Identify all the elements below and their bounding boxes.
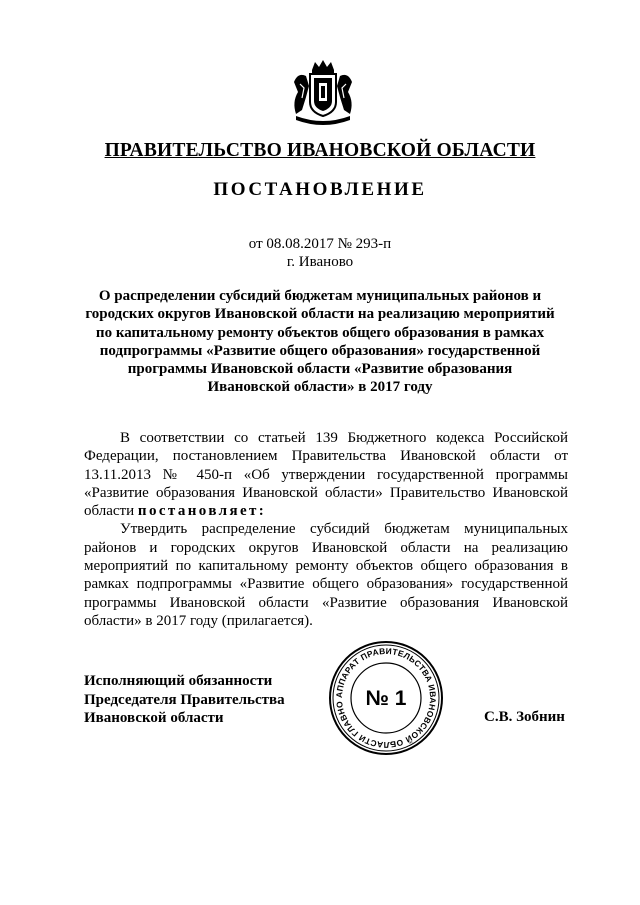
subject-line: Ивановской области» в 2017 году [207, 379, 433, 396]
subject-line: по капитальному ремонту объектов общего образования в рамках [95, 324, 545, 341]
city: г. Иваново [286, 254, 354, 270]
body-paragraph: Утвердить распределение субсидий бюджетам муниципальных районов и городских округов Ивановской области на реализацию мероприятий по капитальному ремонту объектов общего образования в рамках подпрограммы «Развитие общего образования» государственной программы Ивановской области «Развитие образования Ивановской области» в 2017 году (прилагается). [84, 521, 568, 629]
document-subject [70, 287, 570, 397]
body-paragraph [84, 429, 568, 520]
signer-name: С.В. Зобнин [484, 709, 565, 725]
resolves-word: постановляет: [137, 503, 267, 520]
document-type: ПОСТАНОВЛЕНИЕ [213, 179, 427, 200]
stamp-ring-text: АППАРАТ ПРАВИТЕЛЬСТВА ИВАНОВСКОЙ ОБЛАСТИ ГЛАВНО [333, 645, 439, 751]
signer-title-line: Ивановской области [84, 710, 224, 726]
subject-line: городских округов Ивановской области на реализацию мероприятий [85, 306, 555, 323]
signer-title-line: Исполняющий обязанности [84, 673, 273, 689]
signer-title-line: Председателя Правительства [84, 691, 285, 708]
subject-line: О распределении субсидий бюджетам муниципальных районов и [98, 288, 542, 304]
date-number: от 08.08.2017 № 293-п [248, 236, 392, 252]
document-body [84, 429, 568, 630]
preamble-text: В соответствии со статьей 139 Бюджетного кодекса Российской Федерации, постановлением Правительства Ивановской области от 13.11.2013 № 450-п «Об утверждении государственной программы «Развитие образования Ивановской области» Правительство Ивановской области [84, 430, 568, 520]
official-stamp [328, 640, 444, 756]
stamp-number: № 1 [365, 687, 407, 710]
subject-line: программы Ивановской области «Развитие образования [127, 361, 513, 378]
government-title: ПРАВИТЕЛЬСТВО ИВАНОВСКОЙ ОБЛАСТИ [104, 140, 536, 161]
subject-line: подпрограммы «Развитие общего образования» государственной [99, 342, 541, 359]
signer-title [84, 672, 285, 728]
coat-of-arms-icon [290, 58, 356, 132]
